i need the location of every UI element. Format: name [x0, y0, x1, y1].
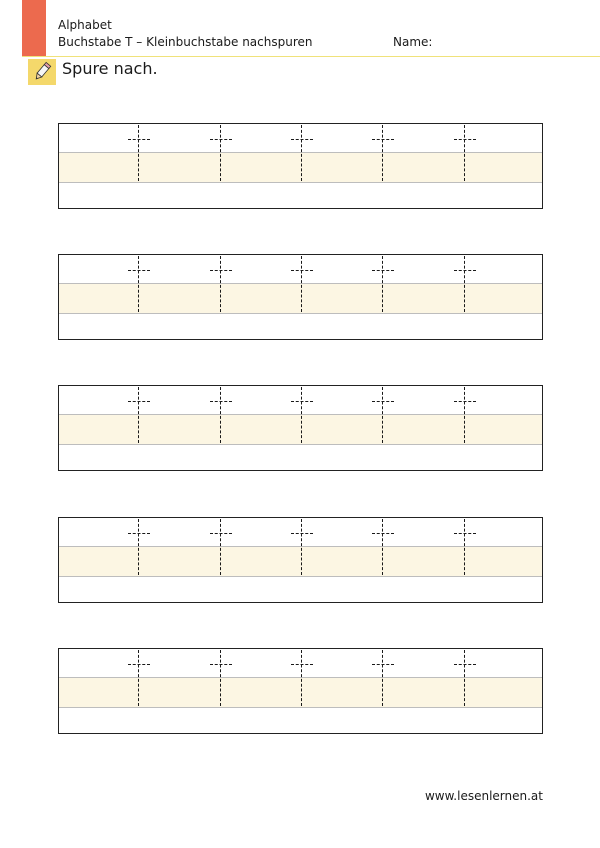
letter-stem [220, 650, 221, 706]
letter-stem [464, 256, 465, 312]
letter-stem [464, 650, 465, 706]
tracing-letter-t [371, 124, 395, 181]
tracing-letter-t [127, 124, 151, 181]
tracing-row [58, 385, 543, 471]
instruction-icon-box [28, 59, 56, 85]
header-line-alphabet: Alphabet [58, 18, 112, 32]
tracing-letter-t [371, 386, 395, 443]
tracing-row [58, 254, 543, 340]
tracing-letter-t [453, 386, 477, 443]
tracing-row [58, 123, 543, 209]
letter-stem [382, 650, 383, 706]
letter-stem [301, 650, 302, 706]
name-label: Name: [393, 35, 433, 49]
instruction-text: Spure nach. [62, 59, 158, 78]
letter-crossbar [454, 139, 476, 140]
tracing-letter-t [290, 255, 314, 312]
tracing-letter-t [127, 518, 151, 575]
letter-stem [138, 650, 139, 706]
letter-stem [464, 125, 465, 181]
letter-stem [382, 125, 383, 181]
tracing-letter-t [209, 255, 233, 312]
letter-crossbar [291, 401, 313, 402]
letter-crossbar [372, 401, 394, 402]
letter-crossbar [372, 270, 394, 271]
letter-stem [220, 256, 221, 312]
letter-stem [382, 256, 383, 312]
letter-crossbar [128, 401, 150, 402]
letter-stem [138, 519, 139, 575]
letter-stem [301, 125, 302, 181]
letter-crossbar [210, 270, 232, 271]
header-title [58, 17, 313, 51]
tracing-letter-t [290, 386, 314, 443]
letter-crossbar [372, 533, 394, 534]
tracing-letter-t [290, 649, 314, 706]
tracing-letter-t [453, 518, 477, 575]
tracing-row [58, 648, 543, 734]
letter-crossbar [454, 401, 476, 402]
letter-crossbar [372, 139, 394, 140]
letter-crossbar [291, 533, 313, 534]
letter-stem [220, 125, 221, 181]
letter-stem [138, 256, 139, 312]
tracing-letter-t [127, 255, 151, 312]
letter-crossbar [454, 533, 476, 534]
letter-stem [220, 387, 221, 443]
tracing-letter-t [371, 518, 395, 575]
header-divider [22, 56, 600, 57]
header-accent-tab [22, 0, 46, 56]
tracing-letter-t [453, 255, 477, 312]
letter-crossbar [210, 139, 232, 140]
tracing-letter-t [209, 649, 233, 706]
tracing-letter-t [290, 124, 314, 181]
letter-crossbar [454, 270, 476, 271]
letter-stem [138, 125, 139, 181]
tracing-letter-t [453, 649, 477, 706]
footer-website: www.lesenlernen.at [424, 789, 543, 803]
letter-crossbar [128, 270, 150, 271]
pencil-icon [31, 61, 53, 83]
letter-stem [301, 256, 302, 312]
tracing-letter-t [127, 649, 151, 706]
letter-crossbar [291, 139, 313, 140]
letter-crossbar [210, 533, 232, 534]
tracing-letter-t [371, 649, 395, 706]
letter-crossbar [128, 664, 150, 665]
letter-stem [464, 519, 465, 575]
letter-crossbar [291, 270, 313, 271]
letter-crossbar [210, 401, 232, 402]
tracing-letter-t [453, 124, 477, 181]
letter-crossbar [128, 139, 150, 140]
tracing-letter-t [371, 255, 395, 312]
letter-stem [382, 387, 383, 443]
letter-stem [301, 387, 302, 443]
letter-crossbar [454, 664, 476, 665]
header-line-subtitle: Buchstabe T – Kleinbuchstabe nachspuren [58, 35, 313, 49]
tracing-row [58, 517, 543, 603]
letter-crossbar [372, 664, 394, 665]
letter-crossbar [128, 533, 150, 534]
tracing-letter-t [290, 518, 314, 575]
letter-stem [220, 519, 221, 575]
tracing-letter-t [209, 518, 233, 575]
tracing-letter-t [127, 386, 151, 443]
letter-stem [301, 519, 302, 575]
tracing-letter-t [209, 124, 233, 181]
letter-crossbar [291, 664, 313, 665]
letter-stem [382, 519, 383, 575]
letter-stem [138, 387, 139, 443]
tracing-letter-t [209, 386, 233, 443]
letter-crossbar [210, 664, 232, 665]
letter-stem [464, 387, 465, 443]
